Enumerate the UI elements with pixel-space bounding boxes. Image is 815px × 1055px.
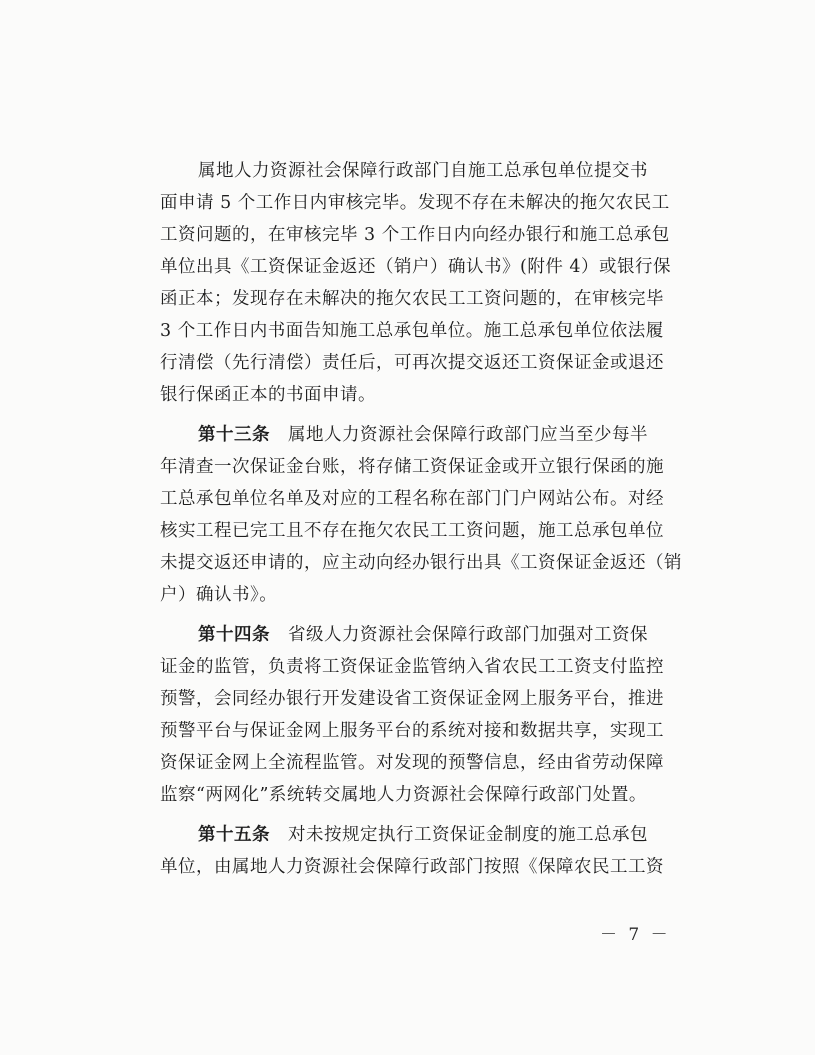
paragraph-line: 未提交返还申请的，应主动向经办银行出具《工资保证金返还（销 (160, 553, 682, 573)
article-13-first-line (160, 419, 670, 451)
paragraph-line: 银行保函正本的书面申请。 (160, 385, 376, 405)
paragraph-line: 3 个工作日内书面告知施工总承包单位。施工总承包单位依法履 (160, 321, 664, 341)
paragraph-line: 预警平台与保证金网上服务平台的系统对接和数据共享，实现工 (160, 721, 664, 741)
page-number: － 7 － (600, 925, 671, 945)
article-14-text: 省级人力资源社会保障行政部门加强对工资保 (288, 625, 648, 645)
paragraph-line: 核实工程已完工且不存在拖欠农民工工资问题，施工总承包单位 (160, 521, 664, 541)
paragraph-line: 行清偿（先行清偿）责任后，可再次提交返还工资保证金或退还 (160, 353, 664, 373)
paragraph-line: 证金的监管，负责将工资保证金监管纳入省农民工工资支付监控 (160, 657, 664, 677)
article-15-first-line (160, 819, 670, 851)
paragraph-line: 监察“两网化”系统转交属地人力资源社会保障行政部门处置。 (160, 785, 647, 805)
paragraph-line: 工资问题的，在审核完毕 3 个工作日内向经办银行和施工总承包 (160, 225, 670, 245)
paragraph-line: 单位，由属地人力资源社会保障行政部门按照《保障农民工工资 (160, 857, 664, 877)
article-13-number: 第十三条 (198, 425, 270, 445)
paragraph-line: 户）确认书》。 (160, 585, 278, 605)
article-14-first-line (160, 619, 670, 651)
paragraph-line: 属地人力资源社会保障行政部门自施工总承包单位提交书 (198, 161, 648, 181)
article-15-number: 第十五条 (198, 825, 270, 845)
paragraph-line: 单位出具《工资保证金返还（销户）确认书》(附件 4）或银行保 (160, 257, 672, 277)
paragraph-line: 预警，会同经办银行开发建设省工资保证金网上服务平台，推进 (160, 689, 664, 709)
paragraph-line: 函正本；发现存在未解决的拖欠农民工工资问题的，在审核完毕 (160, 289, 664, 309)
paragraph-line: 资保证金网上全流程监管。对发现的预警信息，经由省劳动保障 (160, 753, 664, 773)
paragraph-line: 年清查一次保证金台账，将存储工资保证金或开立银行保函的施 (160, 457, 664, 477)
paragraph-line: 工总承包单位名单及对应的工程名称在部门门户网站公布。对经 (160, 489, 664, 509)
body-text (160, 155, 682, 883)
article-14-number: 第十四条 (198, 625, 270, 645)
article-15-text: 对未按规定执行工资保证金制度的施工总承包 (288, 825, 648, 845)
article-13-text: 属地人力资源社会保障行政部门应当至少每半 (288, 425, 648, 445)
paragraph-line: 面申请 5 个工作日内审核完毕。发现不存在未解决的拖欠农民工 (160, 193, 670, 213)
